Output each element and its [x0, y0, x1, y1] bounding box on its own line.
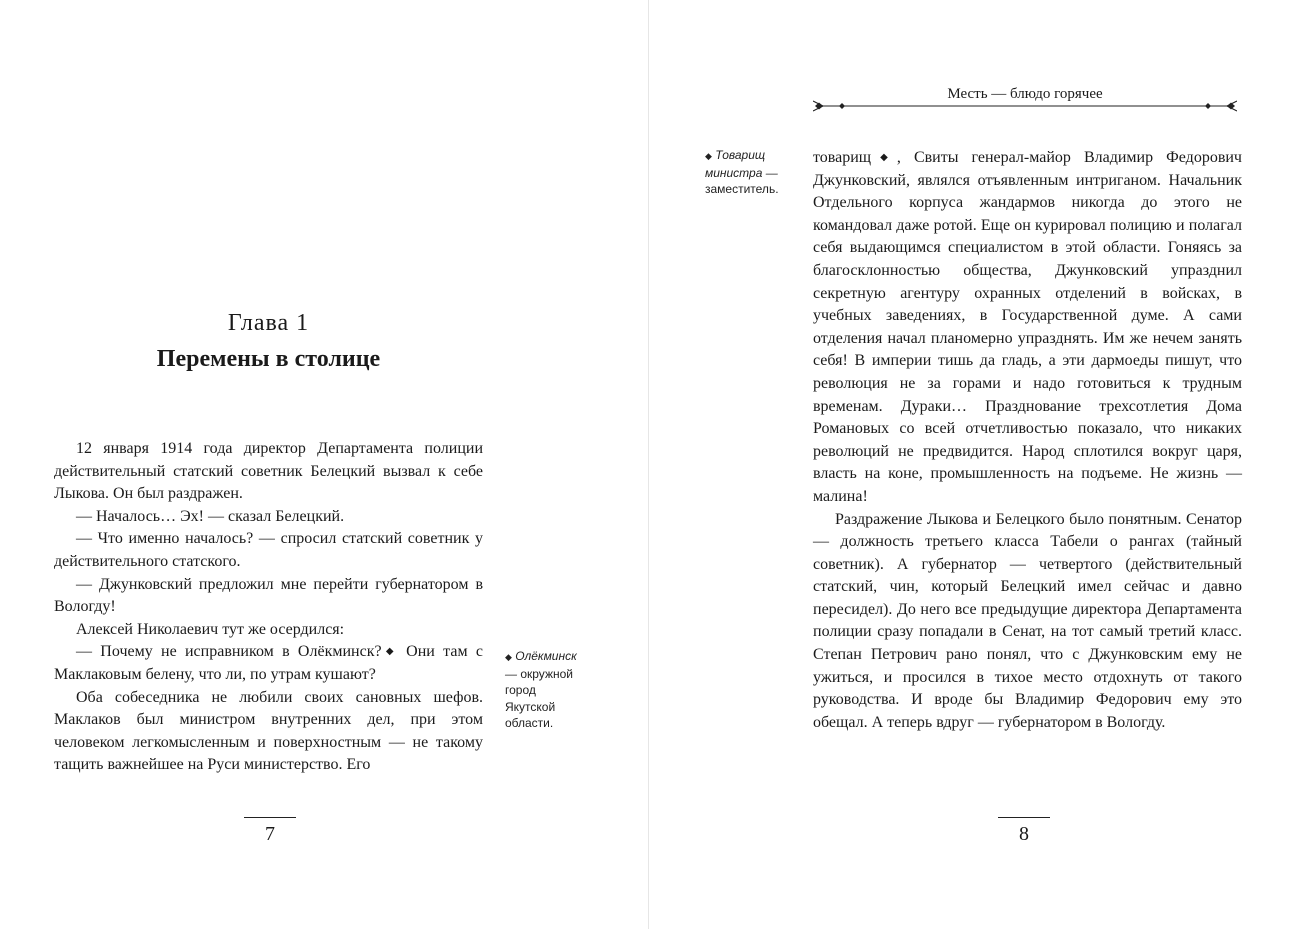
- paragraph: Алексей Николаевич тут же осердился:: [76, 620, 345, 638]
- folio-rule: [998, 817, 1050, 818]
- paragraph: [813, 147, 1242, 509]
- paragraph: — Началось… Эх! — сказал Белецкий.: [76, 507, 345, 525]
- header-ornament-icon: [813, 98, 1237, 114]
- sidenote-term: Олёкминск —: [505, 649, 577, 681]
- right-body-text: [813, 147, 1242, 734]
- sidenote-olekminsk: [505, 648, 585, 732]
- footnote-marker-icon: ◆: [871, 152, 897, 163]
- right-page: [649, 0, 1300, 929]
- page-number-right: [998, 817, 1050, 847]
- paragraph: Оба собеседника не любили своих сановных шефов. Маклаков был министром внутренних дел, при этом человеком легкомысленным и поверхностным — не такому тащить важнейшее на Руси министерство. Его: [54, 688, 483, 774]
- page-number: 7: [265, 823, 275, 845]
- left-body-text: [54, 438, 483, 777]
- sidenote-text: заместитель.: [705, 182, 779, 196]
- paragraph-text: Они там с Маклаковым белену, что ли, по утрам кушают?: [54, 643, 483, 683]
- sidenote-bullet-icon: ◆: [705, 151, 712, 161]
- left-page: [0, 0, 648, 929]
- paragraph-text: , Свиты генерал-майор Владимир Федорович Джунковский, являлся отъявленным интриганом. Начальник Отдельного корпуса жандармов никогда до этого не командовал даже ротой. Еще он курировал полицию и полагал себя выдающимся специалистом в этой области. Гоняясь за благосклонностью общества, Джунковский упразднил секретную агентуру охранных отделений в войсках, в учебных заведениях, в Государственной думе. А сами отделения начал планомерно упразднять. Им же нечем занять себя! В империи тишь да гладь, а эти дармоеды пишут, что революция не за горами и надо готовиться к трудным временам. Дураки… Празднование трехсотлетия Дома Романовых со всей отчетливостью показало, что никаких революций не предвидится. Народ сплотился вокруг царя, власть на коне, промышленность на подъеме. Не жизнь — малина!: [813, 149, 1242, 505]
- sidenote-text: окружной город Якутской области.: [505, 666, 573, 730]
- chapter-heading: [54, 305, 483, 377]
- paragraph-text: — Почему не исправником в Олёкминск?: [76, 643, 382, 661]
- paragraph: — Джунковский предложил мне перейти губернатором в Вологду!: [54, 575, 483, 616]
- running-head-title: Месть — блюдо горячее: [947, 86, 1103, 102]
- paragraph: — Что именно началось? — спросил статский советник у действительного статского.: [54, 530, 483, 570]
- chapter-number: Глава 1: [227, 310, 310, 336]
- folio-rule: [244, 817, 296, 818]
- page-number: 8: [1019, 823, 1029, 845]
- paragraph: [54, 641, 483, 686]
- paragraph: Раздражение Лыкова и Белецкого было понятным. Сенатор — должность третьего класса Табели о рангах (тайный советник). А губернатор — четвертого (действительный статский, чин, который Белецкий имел сейчас и давно пересидел). До него все предыдущие директора Департамента полиции сразу попадали в Сенат, на тот самый третий класс. Степан Петрович рано понял, что с Джунковским ему не ужиться, и просился в тихое место отдохнуть от такого руководства. И вроде бы Владимир Федорович ему это обещал. А теперь вдруг — губернатором в Вологду.: [813, 510, 1242, 731]
- sidenote-tovarishch: [705, 147, 795, 198]
- running-head: [813, 82, 1237, 116]
- sidenote-bullet-icon: ◆: [505, 652, 512, 662]
- paragraph-text: товарищ: [813, 149, 872, 166]
- sidenote-term: Товарищ министра —: [705, 148, 778, 180]
- footnote-marker-icon: ◆: [381, 646, 398, 658]
- paragraph: 12 января 1914 года директор Департамента полиции действительный статский советник Белецкий вызвал к себе Лыкова. Он был раздражен.: [54, 440, 483, 503]
- page-number-left: [244, 817, 296, 847]
- chapter-title: Перемены в столице: [156, 346, 381, 372]
